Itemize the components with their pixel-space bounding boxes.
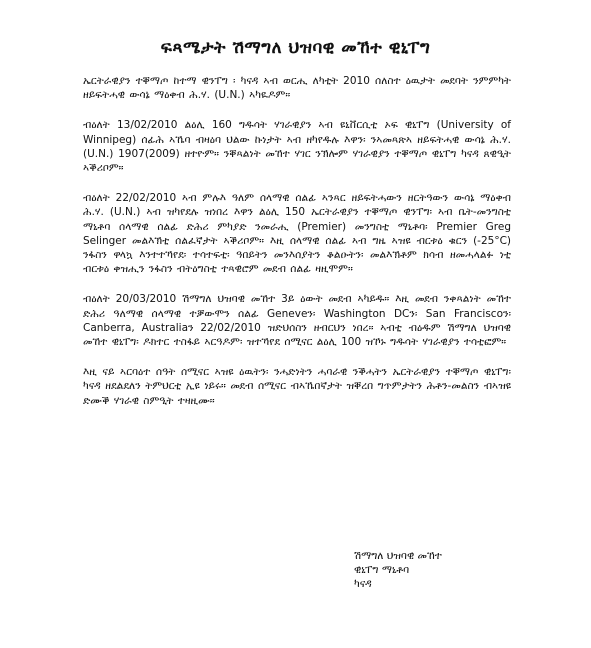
signature-country: ካናዳ bbox=[354, 578, 372, 591]
paragraph-intro: ኤርትራዊያን ተቐማጦ ከተማ ዊንፐግ ፡ ካናዳ ኣብ ወርሒ ለካቲት 2010 ሰለስተ ዕዉታት መደባት ንምምካት ዘይፍትሓዊ ውሳኔ ማዕቀብ ሕ.ሃ. (U.N.) ኣካዪዶም። bbox=[83, 75, 511, 102]
signature-committee: ሽማግለ ህዝባዊ መኸተ bbox=[354, 550, 442, 562]
paragraph-demonstration-feb-22: ብዕለት 22/02/2010 ኣብ ምሉእ ዓለም ሰላማዊ ሰልፊ ኣንጻር ዘይፍትሓውን ዘርትዓውን ውሳኔ ማዕቀብ ሕ.ሃ. (U.N.) ኣብ ዝካየደሉ ዝነበረ እዋን ልዕሊ 150 ኤርትራዊያን ተቐማጦ ዊንፐግ፡ ኣብ ቤት-መንግስቲ ማኒቶባ ሰላማዊ ሰልፊ ድሕሪ ምካያድ ንመራሒ (Premier) መንግስቲ ማኒቶባ፡ Premier Greg Selinger መልእኽቲ ሰልፈኛታት ኣቕሪቦም። እዚ ሰላማዊ ሰልፊ ኣብ ግዜ ኣዝዩ ብርቱዕ ቁርን (-25°C) ንፋስን ዋላኳ እንተተኻየደ፡ ተሳተፍቲ፡ ዓበይትን መንእሰያትን ቆልዑትን፡ መልእኽቶም ክሳብ ዘመሓላልፉ ነቲ ብርቱዕ ቀዝሒን ንፋስን ብትዕግስቲ ተጻዊሮም መደብ ሰልፊ ዛዚሞም። bbox=[83, 192, 511, 276]
document-title: ፍጻሜታት ሽማግለ ህዝባዊ መኸተ ዊኒፐግ bbox=[160, 38, 431, 58]
signature-block bbox=[354, 549, 534, 592]
paragraph-conclusion: እዚ ናይ ኣርባዕተ ሰዓት ሰሚናር ኣዝዩ ዕዉትን፡ ንሓድነትን ሓባራዊ ንቕሓትን ኤርትራዊያን ተቐማጦ ዊኒፐግ፡ ካናዳ ዘደልደለን ትምህርቲ ኢዩ ነይሩ። መደብ ሰሚናር ብኣኼበኛታት ዝቐረበ ግጥምታትን ሕቶን-መልስን ብኣዝዩ ድሙቕ ሃገራዊ ስምዒት ተዛዚሙ። bbox=[83, 366, 511, 407]
signature-city: ዊኒፐግ ማኒቶባ bbox=[354, 564, 410, 577]
paragraph-seminar-feb-13: ብዕለት 13/02/2010 ልዕሊ 160 ግዱሳት ሃገራዊያን ኣብ ዩኒቨርሲቲ ኦፍ ዊኒፐግ (University of Winnipeg) ሰፊሕ ኣኼባ ብዛዕባ ህልው ኩነታት ኣብ ዘካየዱሉ እዋን፡ ንኣመጻጽኣ ዘይፍትሓዊ ውሳኔ ሕ.ሃ. (U.N.) 1907(2009) ዘተዮም። ንቐጻልነት መኸተ ሃገር ንኽሎም ሃገራዊያን ተቐማጦ ዊኒፐግ ካናዳ ጸዊዒት ኣቕሪቦም። bbox=[83, 119, 511, 175]
document-body bbox=[83, 74, 511, 424]
paragraph-event-mar-20: ብዕለት 20/03/2010 ሽማግለ ህዝባዊ መኸተ 3ይ ዕውት መደብ ኣካይዱ። እዚ መደብ ንቀጻልነት መኸተ ድሕሪ ዓለማዊ ሰላማዊ ተቓውሞን ሰልፊ Geneveን፡ Washington DCን፡ San Franciscoን፡ Canberra, Australiaን 22/02/2010 ዝድህሰስን ዘብርህን ነበረ። ኣብቲ ብዕዱም ሽማግለ ህዝባዊ መኸተ ዊኒፐግ፡ ዶክተር ተስፋይ ኣርዓዶም፡ ዝተኻየደ ሰሚናር ልዕሊ 100 ዝኾኑ ግዱሳት ሃገራዊያን ተሳቲፎም። bbox=[83, 293, 511, 349]
